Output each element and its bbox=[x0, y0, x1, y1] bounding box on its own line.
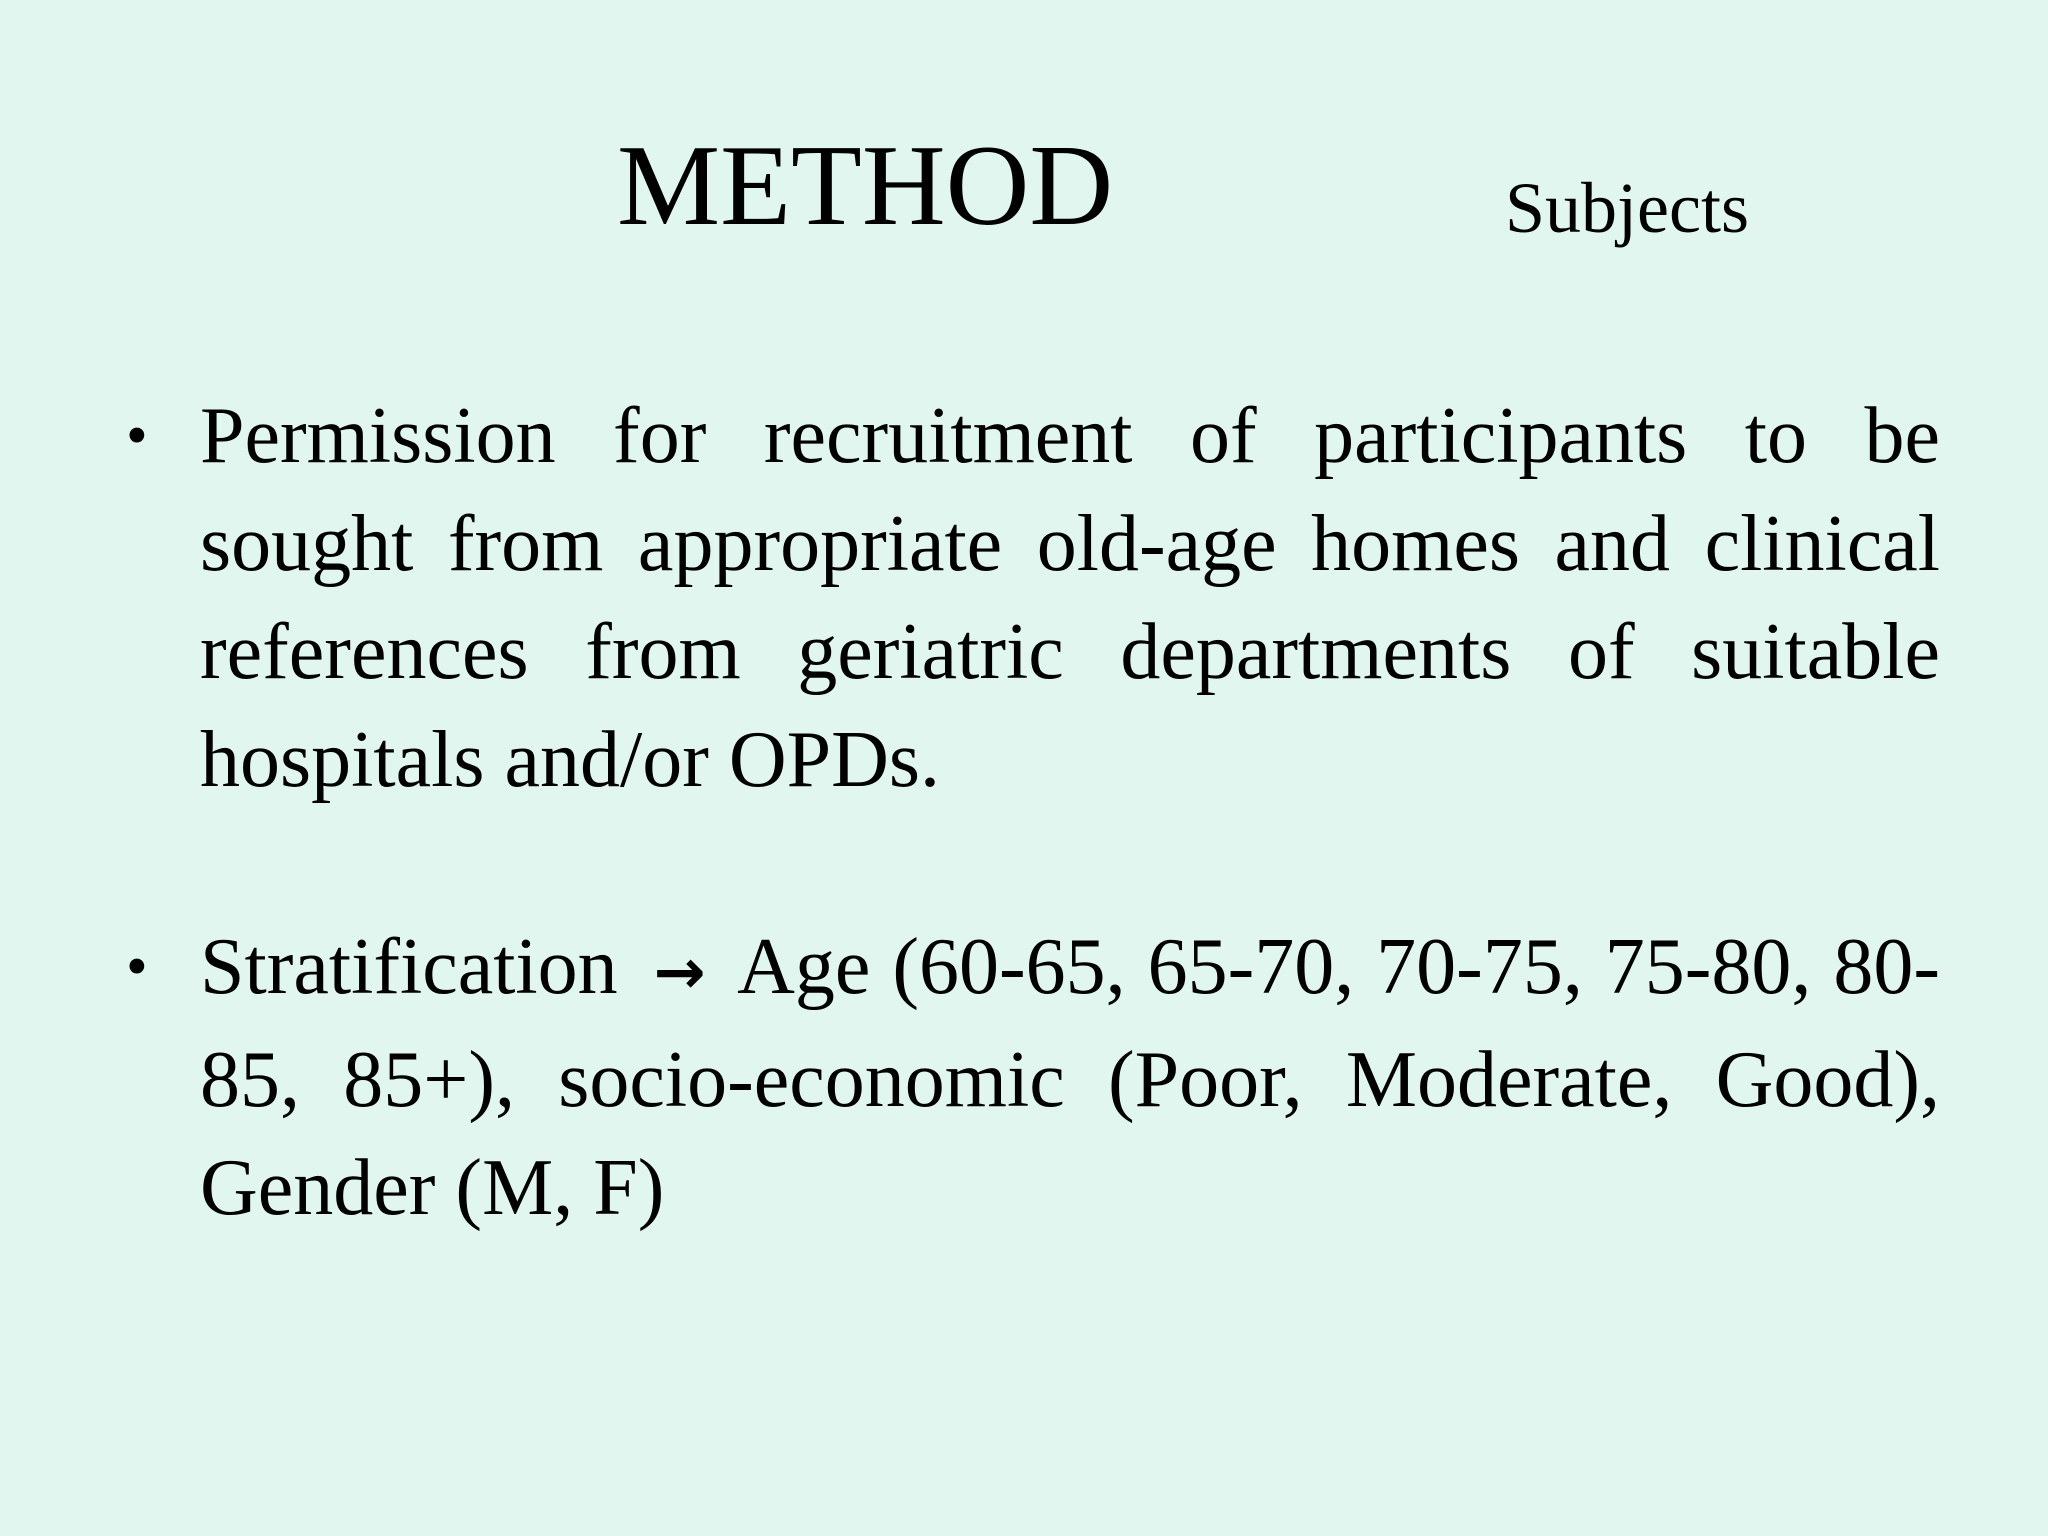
bullet-icon: • bbox=[126, 933, 148, 1001]
bullet-list bbox=[120, 382, 1940, 1242]
right-arrow-icon: → bbox=[653, 935, 706, 1008]
bullet-text: Age (60-65, 65-70, 70-75, 75-80, 80-85, 85+), socio-economic (Poor, Moderate, Good), Gender (M, F) bbox=[200, 923, 1940, 1232]
bullet-icon: • bbox=[126, 402, 148, 470]
bullet-lead-text: Stratification bbox=[200, 923, 618, 1011]
slide-title: METHOD bbox=[617, 122, 1114, 250]
slide-subtitle: Subjects bbox=[1505, 168, 1749, 248]
bullet-text: Permission for recruitment of participants to be sought from appropriate old-age homes and clinical references from geriatric departments of suitable hospitals and/or OPDs. bbox=[200, 392, 1940, 804]
bullet-item-recruitment bbox=[120, 382, 1940, 814]
bullet-item-stratification bbox=[120, 913, 1940, 1242]
